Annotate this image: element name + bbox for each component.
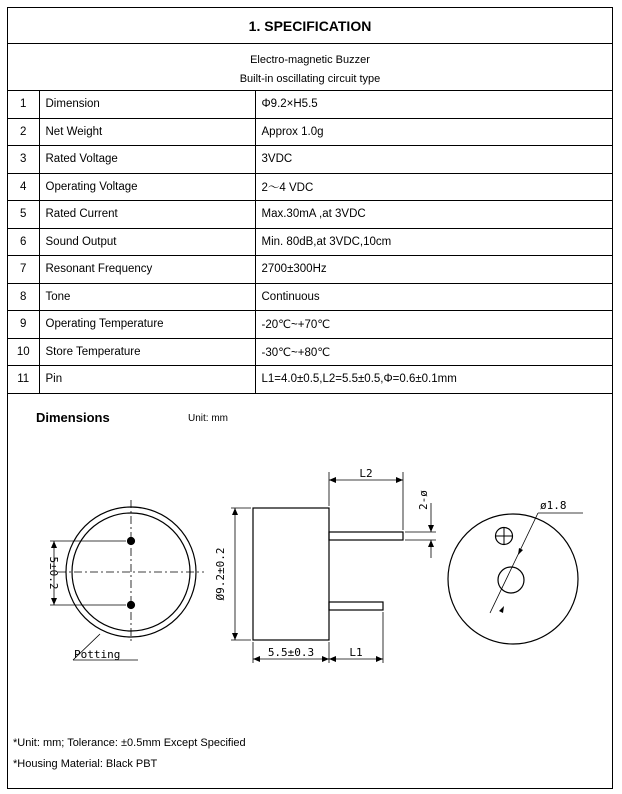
front-view <box>50 500 204 660</box>
subtitle-type: Built-in oscillating circuit type <box>239 73 381 85</box>
pitch-label: 5±0.2 <box>47 556 60 590</box>
spec-row-number: 3 <box>8 146 39 174</box>
spec-row-value: 2700±300Hz <box>255 256 612 284</box>
spec-row-value: Max.30mA ,at 3VDC <box>255 201 612 229</box>
spec-row <box>8 91 612 119</box>
spec-row-parameter: Operating Temperature <box>39 311 255 339</box>
spec-row-value: 2～4 VDC <box>255 173 612 201</box>
spec-row <box>8 146 612 174</box>
spec-row-number: 9 <box>8 311 39 339</box>
spec-row <box>8 283 612 311</box>
spec-row-parameter: Pin <box>39 366 255 394</box>
note-tolerance: *Unit: mm; Tolerance: ±0.5mm Except Specified <box>13 737 246 749</box>
spec-row <box>8 118 612 146</box>
subtitle-product: Electro-magnetic Buzzer <box>250 54 370 66</box>
spec-table <box>8 90 612 394</box>
dimensions-title: Dimensions <box>36 410 110 425</box>
spec-row <box>8 366 612 394</box>
potting-label: Potting <box>74 648 121 661</box>
spec-row-number: 5 <box>8 201 39 229</box>
spec-sheet <box>7 7 613 789</box>
spec-row-parameter: Dimension <box>39 91 255 119</box>
l2-label: L2 <box>359 467 373 480</box>
spec-row-parameter: Operating Voltage <box>39 173 255 201</box>
spec-row-value: Min. 80dB,at 3VDC,10cm <box>255 228 612 256</box>
dimensions-unit: Unit: mm <box>188 413 228 424</box>
spec-row-value: -20℃~+70℃ <box>255 311 612 339</box>
spec-row-number: 2 <box>8 118 39 146</box>
spec-row-parameter: Tone <box>39 283 255 311</box>
spec-row-value: L1=4.0±0.5,L2=5.5±0.5,Φ=0.6±0.1mm <box>255 366 612 394</box>
spec-row <box>8 173 612 201</box>
spec-row-parameter: Rated Voltage <box>39 146 255 174</box>
rear-view <box>448 513 583 644</box>
diameter-label: Ø9.2±0.2 <box>214 547 227 601</box>
spec-row-parameter: Resonant Frequency <box>39 256 255 284</box>
spec-row <box>8 201 612 229</box>
spec-row <box>8 338 612 366</box>
spec-row-number: 1 <box>8 91 39 119</box>
spec-row-number: 11 <box>8 366 39 394</box>
spec-row-number: 10 <box>8 338 39 366</box>
spec-row-value: 3VDC <box>255 146 612 174</box>
note-housing-material: *Housing Material: Black PBT <box>13 758 158 770</box>
spec-row <box>8 311 612 339</box>
spec-row-number: 4 <box>8 173 39 201</box>
spec-row <box>8 228 612 256</box>
spec-row-parameter: Rated Current <box>39 201 255 229</box>
spec-row <box>8 256 612 284</box>
spec-row-value: Φ9.2×H5.5 <box>255 91 612 119</box>
spec-row-value: Approx 1.0g <box>255 118 612 146</box>
spec-row-number: 7 <box>8 256 39 284</box>
l1-label: L1 <box>349 646 363 659</box>
spec-row-parameter: Store Temperature <box>39 338 255 366</box>
pin-diameter-label: 2-ø <box>417 490 430 510</box>
height-label: 5.5±0.3 <box>267 646 315 659</box>
spec-row-parameter: Net Weight <box>39 118 255 146</box>
dimension-drawing <box>8 448 612 708</box>
spec-row-number: 6 <box>8 228 39 256</box>
side-view <box>231 472 436 663</box>
spec-row-number: 8 <box>8 283 39 311</box>
hole-diameter-label: ø1.8 <box>540 499 567 512</box>
spec-row-value: -30℃~+80℃ <box>255 338 612 366</box>
spec-row-value: Continuous <box>255 283 612 311</box>
page-title: 1. SPECIFICATION <box>8 8 612 44</box>
spec-row-parameter: Sound Output <box>39 228 255 256</box>
